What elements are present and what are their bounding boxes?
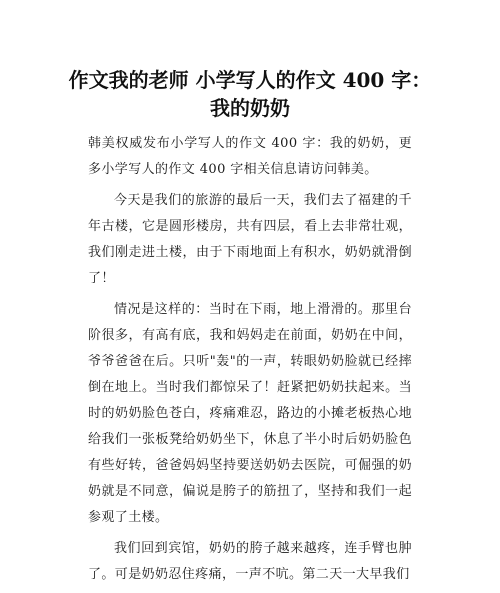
title-line-2: 我的奶奶 — [210, 96, 290, 120]
body-paragraph: 今天是我们的旅游的最后一天，我们去了福建的千年古楼，它是圆形楼房，共有四层，看上去非常壮观，我们刚走进土楼，由于下雨地面上有积水，奶奶就滑倒了！ — [88, 193, 412, 286]
title-line-1: 作文我的老师 小学写人的作文 400 字： — [68, 68, 432, 92]
body-paragraph: 我们回到宾馆，奶奶的胯子越来越疼，连手臂也肿了。可是奶奶忍住疼痛，一声不吭。第二天一大早我们 — [88, 541, 412, 582]
document-body — [88, 131, 412, 593]
intro-paragraph: 韩美权威发布小学写人的作文 400 字：我的奶奶，更多小学写人的作文 400 字相关信息请访问韩美。 — [88, 136, 412, 177]
document-title — [60, 66, 440, 122]
body-paragraph: 情况是这样的：当时在下雨，地上滑滑的。那里台阶很多，有高有底，我和妈妈走在前面，奶奶在中间，爷爷爸爸在后。只听"轰"的一声，转眼奶奶脸就已经摔倒在地上。当时我们都惊呆了！赶紧把奶奶扶起来。当时的奶奶脸色苍白，疼痛难忍，路边的小摊老板热心地给我们一张板凳给奶奶坐下，休息了半小时后奶奶脸色有些好转，爸爸妈妈坚持要送奶奶去医院，可倔强的奶奶就是不同意，偏说是胯子的筋扭了，坚持和我们一起参观了土楼。 — [88, 302, 412, 525]
